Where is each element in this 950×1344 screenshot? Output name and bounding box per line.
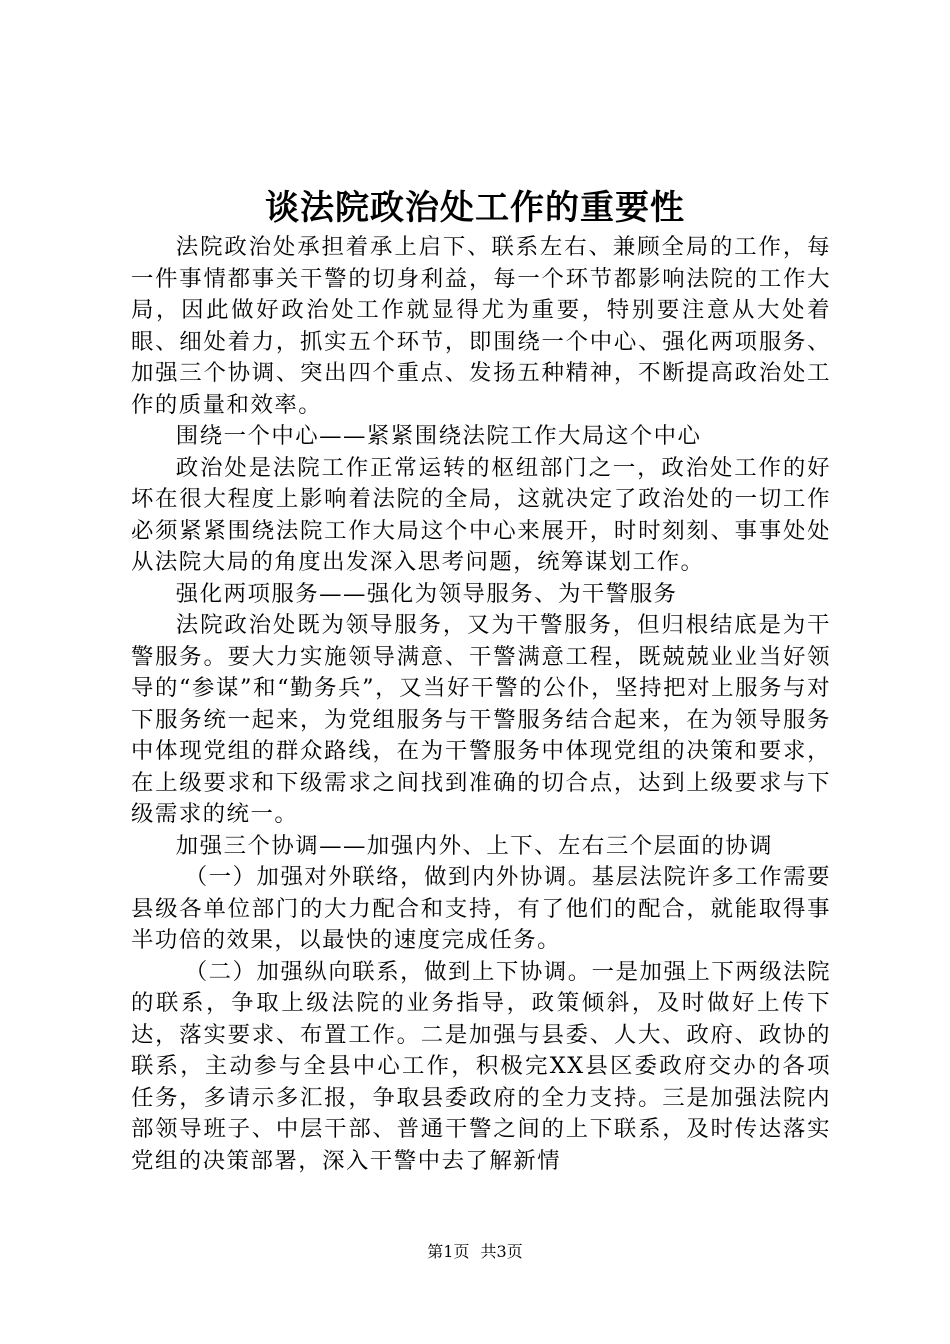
paragraph-services: 法院政治处既为领导服务，又为干警服务，但归根结底是为干警服务。要大力实施领导满意、干警满意工程，既兢兢业业当好领导的“参谋”和“勤务兵”，又当好干警的公仆，坚持把对上服务与对下服务统一起来，为党组服务与干警服务结合起来，在为领导服务中体现党组的群众路线，在为干警服务中体现党组的决策和要求，在上级要求和下级需求之间找到准确的切合点，达到上级要求与下级需求的统一。: [131, 612, 831, 827]
paragraph-external-coordination: （一）加强对外联络，做到内外协调。基层法院许多工作需要县级各单位部门的大力配合和支持，有了他们的配合，就能取得事半功倍的效果，以最快的速度完成任务。: [131, 864, 831, 953]
paragraph-center: 政治处是法院工作正常运转的枢纽部门之一，政治处工作的好坏在很大程度上影响着法院的全局，这就决定了政治处的一切工作必须紧紧围绕法院工作大局这个中心来展开，时时刻刻、事事处处从法院大局的角度出发深入思考问题，统筹谋划工作。: [131, 454, 831, 575]
page-footer: [0, 1242, 950, 1262]
page-number: 第1页: [427, 1242, 470, 1261]
page-title: 谈法院政治处工作的重要性: [265, 188, 685, 228]
section-heading-coordination: 加强三个协调——加强内外、上下、左右三个层面的协调: [175, 832, 774, 859]
document-body: [131, 232, 831, 1177]
paragraph-intro: 法院政治处承担着承上启下、联系左右、兼顾全局的工作，每一件事情都事关干警的切身利益，每一个环节都影响法院的工作大局，因此做好政治处工作就显得尤为重要，特别要注意从大处着眼、细处着力，抓实五个环节，即围绕一个中心、强化两项服务、加强三个协调、突出四个重点、发扬五种精神，不断提高政治处工作的质量和效率。: [131, 234, 831, 418]
page-total: 共3页: [480, 1242, 523, 1261]
paragraph-vertical-coordination: （二）加强纵向联系，做到上下协调。一是加强上下两级法院的联系，争取上级法院的业务指导，政策倾斜，及时做好上传下达，落实要求、布置工作。二是加强与县委、人大、政府、政协的联系，主动参与全县中心工作，积极完XX县区委政府交办的各项任务，多请示多汇报，争取县委政府的全力支持。三是加强法院内部领导班子、中层干部、普通干警之间的上下联系，及时传达落实党组的决策部署，深入干警中去了解新情: [131, 958, 831, 1174]
section-heading-center: 围绕一个中心——紧紧围绕法院工作大局这个中心: [175, 423, 702, 449]
section-heading-services: 强化两项服务——强化为领导服务、为干警服务: [175, 580, 678, 607]
